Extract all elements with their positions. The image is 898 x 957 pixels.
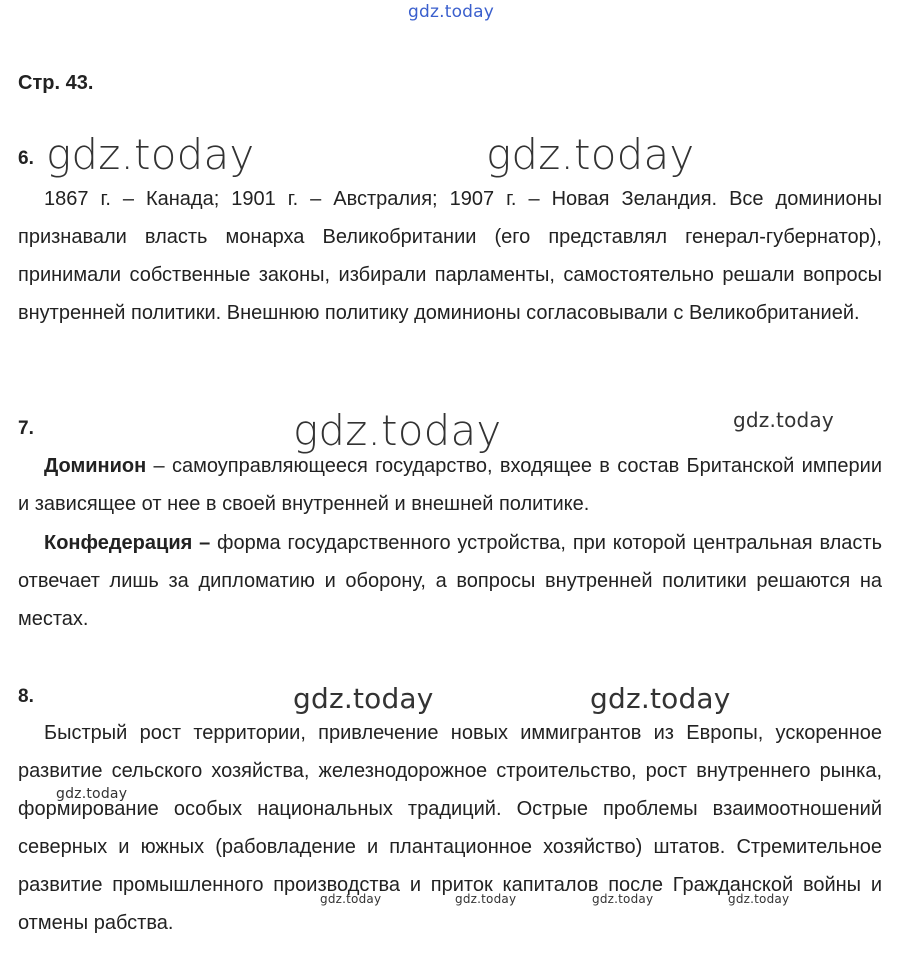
watermark-top: gdz.today [408,2,495,22]
question-8-number: 8. [18,686,34,707]
watermark-q6-right: gdz.today [486,130,695,179]
watermark-q6-left: gdz.today [46,130,255,179]
term-confederation: Конфедерация [44,532,193,554]
question-7-definition-dominion [18,447,882,523]
question-6-number: 6. [18,148,34,169]
watermark-bottom-4: gdz.today [728,892,790,906]
question-6-answer: 1867 г. – Канада; 1901 г. – Австралия; 1907 г. – Новая Зеландия. Все доминионы признавали власть монарха Великобритании (его представлял генерал-губернатор), принимали собственные законы, избирали парламенты, самостоятельно решали вопросы внутренней политики. Внешнюю политику доминионы согласовывали с Великобританией. [18,188,882,324]
term-dominion: Доминион [44,455,147,477]
term-confederation-dash: – [192,532,211,554]
watermark-q7-center: gdz.today [293,406,502,455]
watermark-q8-right: gdz.today [590,682,731,715]
watermark-bottom-1: gdz.today [320,892,382,906]
question-7-definition-confederation [18,524,882,638]
watermark-q8-left: gdz.today [293,682,434,715]
watermark-q7-right: gdz.today [733,408,834,432]
page-label: Стр. 43. [18,72,94,94]
question-7-number: 7. [18,418,34,439]
watermark-q8-inline: gdz.today [56,786,128,802]
question-8-answer: Быстрый рост территории, привлечение новых иммигрантов из Европы, ускоренное развитие сельского хозяйства, железнодорожное строительство, рост внутреннего рынка, формирование особых национальных традиций. Острые проблемы взаимоотношений северных и южных (рабовладение и плантационное хозяйство) штатов. Стремительное развитие промышленного производства и приток капиталов после Гражданской войны и отмены рабства. [18,722,882,934]
watermark-bottom-2: gdz.today [455,892,517,906]
watermark-bottom-3: gdz.today [592,892,654,906]
definition-confederation: форма государственного устройства, при которой центральная власть отвечает лишь за дипломатию и оборону, а вопросы внутренней политики решаются на местах. [18,532,882,630]
definition-dominion: – самоуправляющееся государство, входящее в состав Британской империи и зависящее от нее в своей внутренней и внешней политике. [18,455,882,515]
